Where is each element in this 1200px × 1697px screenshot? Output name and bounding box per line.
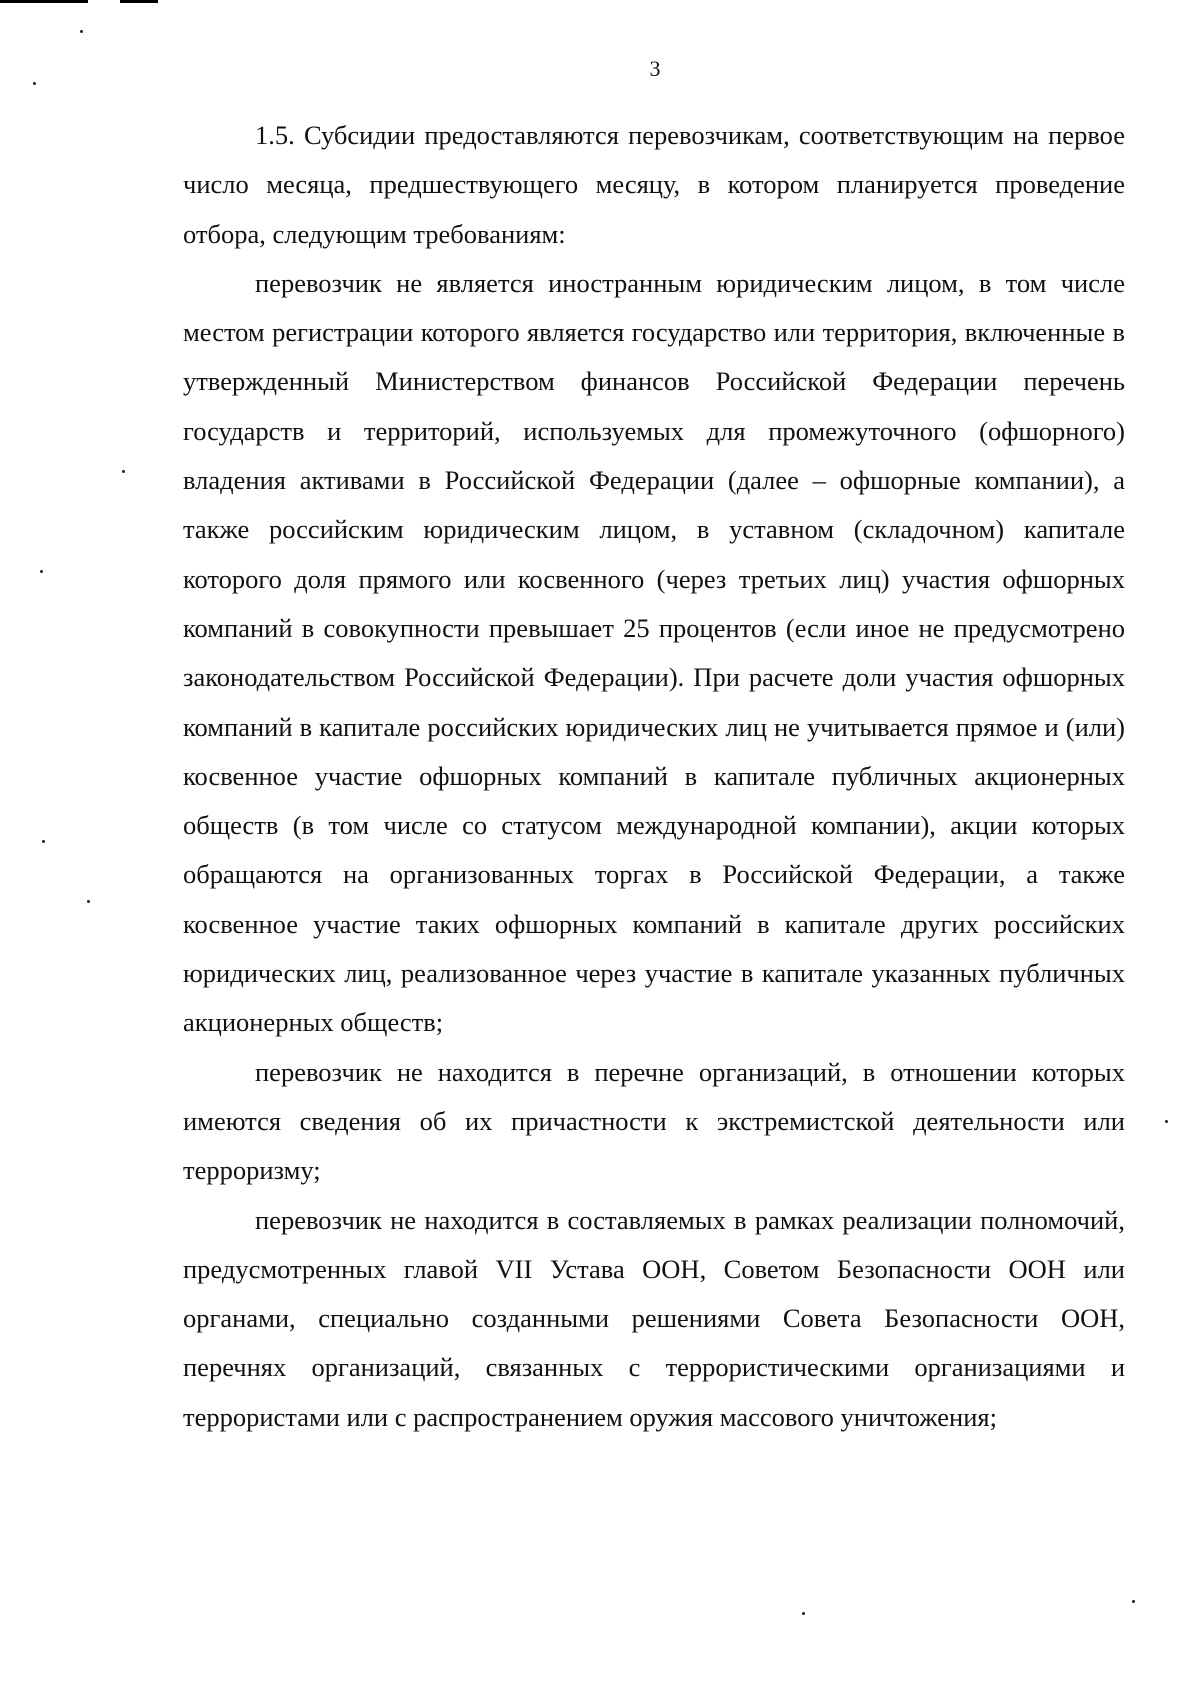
page-number: 3	[649, 56, 661, 81]
paragraph-extremism-requirement: перевозчик не находится в перечне организаций, в отношении которых имеются сведения об их причастности к экстремистской деятельности или терроризму;	[183, 1056, 1125, 1186]
scan-speck	[802, 1612, 805, 1615]
paragraph-un-sanctions-requirement: перевозчик не находится в составляемых в рамках реализации полномочий, предусмотренных главой VII Устава ООН, Советом Безопасности ООН или органами, специально созданными решениями Совета Безопасности ООН, перечнях организаций, связанных с террористическими организациями и террористами или с распространением оружия массового уничтожения;	[183, 1204, 1125, 1432]
document-body	[183, 111, 1125, 1442]
scan-speck	[1165, 1120, 1168, 1123]
scan-speck	[40, 570, 43, 573]
scan-speck	[42, 840, 45, 843]
scan-speck	[122, 470, 125, 473]
scan-speck	[80, 30, 83, 33]
paragraph-1-5-requirements: 1.5. Субсидии предоставляются перевозчикам, соответствующим на первое число месяца, предшествующего месяцу, в котором планируется проведение отбора, следующим требованиям:	[183, 120, 1125, 249]
scan-speck	[33, 82, 36, 85]
scan-edge-mark	[0, 0, 88, 3]
scan-speck	[1132, 1600, 1135, 1603]
scan-edge-mark	[120, 0, 158, 3]
scan-speck	[87, 900, 90, 903]
paragraph-offshore-requirement: перевозчик не является иностранным юридическим лицом, в том числе местом регистрации которого является государство или территория, включенные в утвержденный Министерством финансов Российской Федерации перечень государств и территорий, используемых для промежуточного (офшорного) владения активами в Российской Федерации (далее – офшорные компании), а также российским юридическим лицом, в уставном (складочном) капитале которого доля прямого или косвенного (через третьих лиц) участия офшорных компаний в совокупности превышает 25 процентов (если иное не предусмотрено законодательством Российской Федерации). При расчете доли участия офшорных компаний в капитале российских юридических лиц не учитывается прямое и (или) косвенное участие офшорных компаний в капитале публичных акционерных обществ (в том числе со статусом международной компании), акции которых обращаются на организованных торгах в Российской Федерации, а также косвенное участие таких офшорных компаний в капитале других российских юридических лиц, реализованное через участие в капитале указанных публичных акционерных обществ;	[183, 267, 1125, 1038]
